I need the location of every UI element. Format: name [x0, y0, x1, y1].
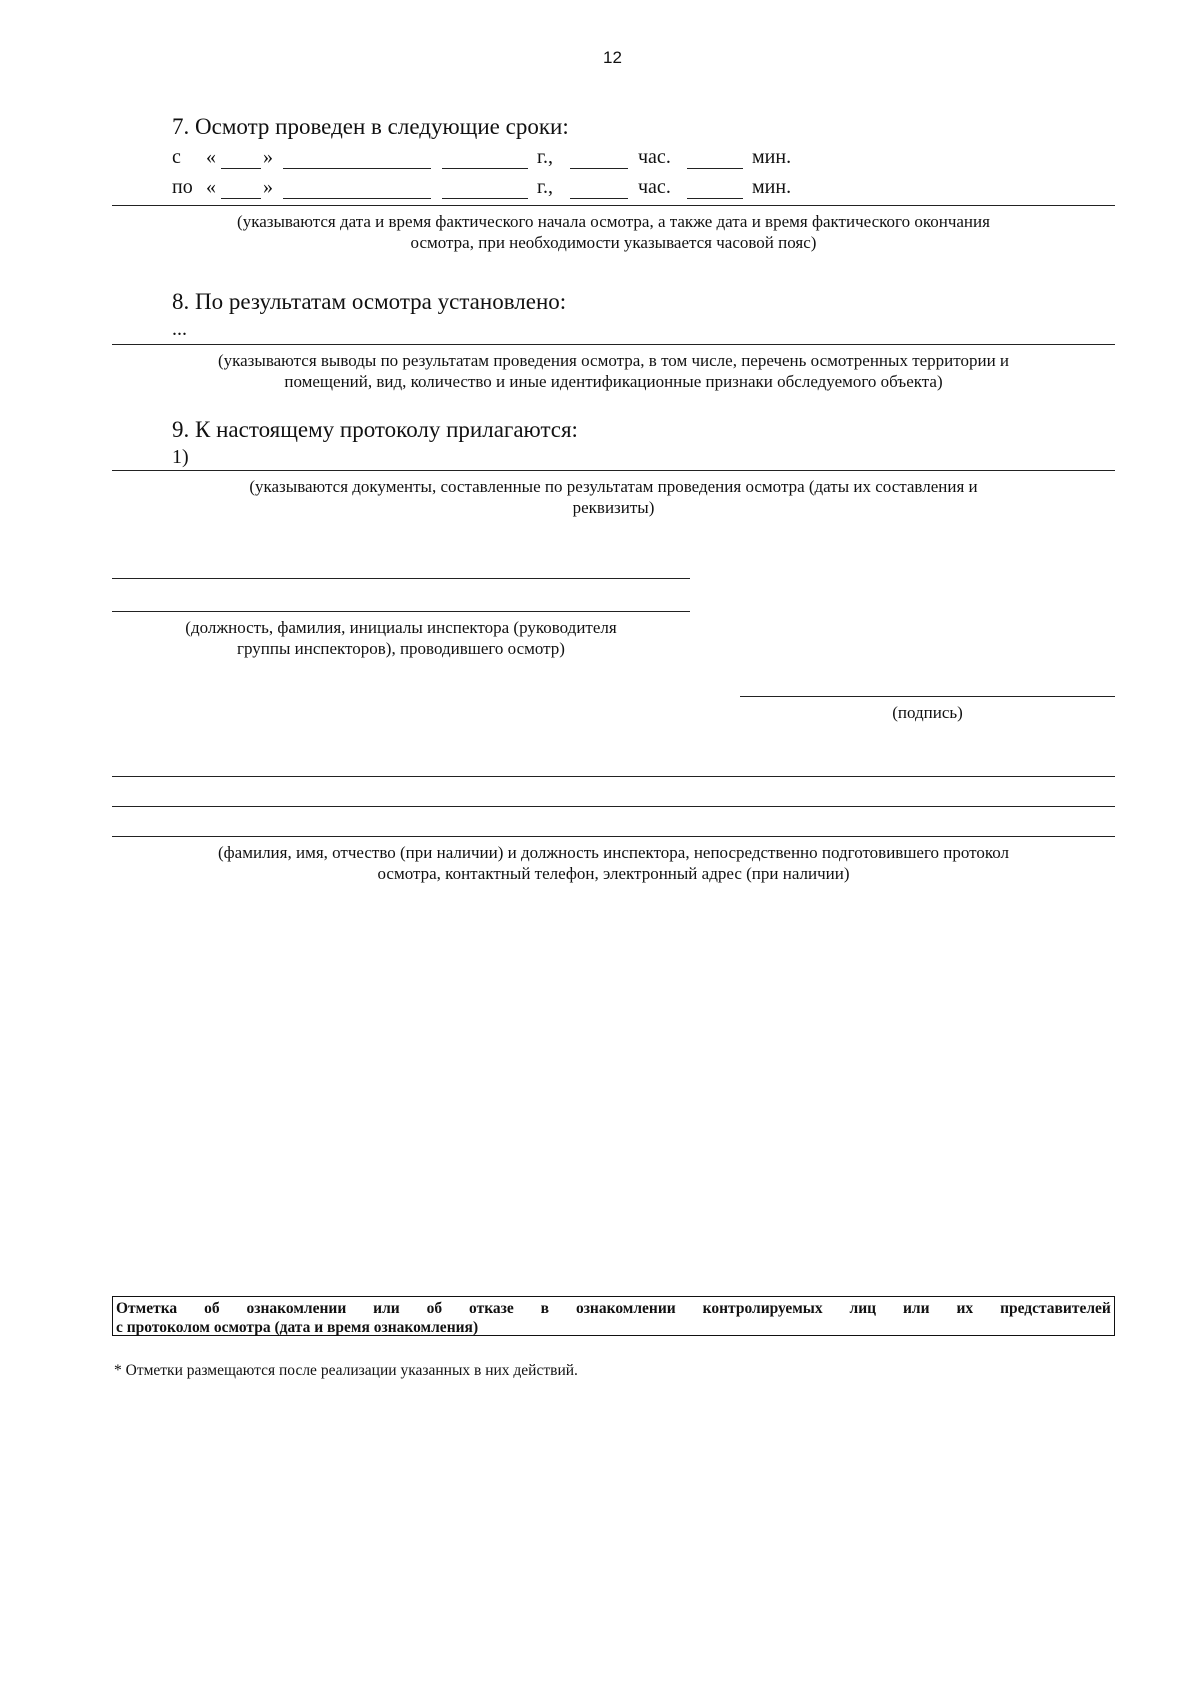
to-month-field[interactable] [283, 198, 431, 199]
preparer-line-1[interactable] [112, 776, 1115, 777]
from-year-field[interactable] [442, 168, 528, 169]
ack-word: ознакомлении [575, 1300, 676, 1317]
ack-word: или [373, 1300, 400, 1317]
ack-word: ознакомлении [246, 1300, 347, 1317]
from-close-quote: » [263, 146, 273, 168]
from-minutes-label: мин. [752, 146, 792, 168]
from-open-quote: « [206, 146, 216, 168]
to-close-quote: » [263, 176, 273, 198]
footnote: * Отметки размещаются после реализации указанных в них действий. [114, 1362, 578, 1379]
preparer-caption-line2: осмотра, контактный телефон, электронный адрес (при наличии) [377, 864, 850, 883]
to-year-field[interactable] [442, 198, 528, 199]
ack-word: контролируемых [702, 1300, 823, 1317]
preparer-caption-line1: (фамилия, имя, отчество (при наличии) и должность инспектора, непосредственно подготовившего протокол [218, 843, 1009, 862]
findings-underline [112, 344, 1115, 345]
findings-caption-line1: (указываются выводы по результатам проведения осмотра, в том числе, перечень осмотренных территории и [217, 351, 1010, 370]
acknowledgement-line1 [116, 1299, 1111, 1318]
preparer-line-2[interactable] [112, 806, 1115, 807]
from-day-field[interactable] [221, 168, 261, 169]
to-hours-label: час. [638, 176, 671, 198]
signature-caption: (подпись) [892, 703, 963, 722]
ack-word: отказе [469, 1300, 514, 1317]
attachments-underline [112, 470, 1115, 471]
period-caption-line1: (указываются дата и время фактического начала осмотра, а также дата и время фактического окончания [237, 212, 990, 231]
signature-line[interactable] [740, 696, 1115, 697]
period-caption-line2: осмотра, при необходимости указывается часовой пояс) [410, 233, 817, 252]
inspector-caption-line2: группы инспекторов), проводившего осмотр) [237, 639, 565, 658]
ack-word: представителей [1000, 1300, 1111, 1317]
findings-caption-line2: помещений, вид, количество и иные идентификационные признаки обследуемого объекта) [284, 372, 943, 391]
ack-word: в [540, 1300, 550, 1317]
attachments-value[interactable]: 1) [172, 446, 189, 468]
to-minutes-field[interactable] [687, 198, 743, 199]
ack-word: или [903, 1300, 930, 1317]
to-prefix: по [172, 176, 193, 198]
inspector-caption-line1: (должность, фамилия, инициалы инспектора (руководителя [185, 618, 617, 637]
section8-title: 8. По результатам осмотра установлено: [172, 289, 567, 314]
from-month-field[interactable] [283, 168, 431, 169]
from-hours-field[interactable] [570, 168, 628, 169]
attachments-caption-line2: реквизиты) [572, 498, 655, 517]
to-year-label: г., [537, 176, 553, 198]
to-day-field[interactable] [221, 198, 261, 199]
acknowledgement-line2: с протоколом осмотра (дата и время ознакомления) [116, 1319, 479, 1336]
preparer-line-3[interactable] [112, 836, 1115, 837]
ack-word: об [204, 1300, 220, 1317]
inspector-line-2[interactable] [112, 611, 690, 612]
to-minutes-label: мин. [752, 176, 792, 198]
attachments-caption-line1: (указываются документы, составленные по результатам проведения осмотра (даты их составления и [249, 477, 978, 496]
from-prefix: с [172, 146, 181, 168]
ack-word: Отметка [116, 1300, 178, 1317]
period-underline [112, 205, 1115, 206]
ack-word: лиц [849, 1300, 877, 1317]
from-minutes-field[interactable] [687, 168, 743, 169]
to-hours-field[interactable] [570, 198, 628, 199]
acknowledgement-box [112, 1296, 1115, 1336]
findings-value[interactable]: ... [172, 318, 187, 340]
page-number: 12 [603, 48, 622, 67]
ack-word: их [956, 1300, 974, 1317]
from-year-label: г., [537, 146, 553, 168]
inspector-line-1[interactable] [112, 578, 690, 579]
section9-title: 9. К настоящему протоколу прилагаются: [172, 417, 578, 442]
from-hours-label: час. [638, 146, 671, 168]
ack-word: об [426, 1300, 443, 1317]
section7-title: 7. Осмотр проведен в следующие сроки: [172, 114, 569, 139]
to-open-quote: « [206, 176, 216, 198]
